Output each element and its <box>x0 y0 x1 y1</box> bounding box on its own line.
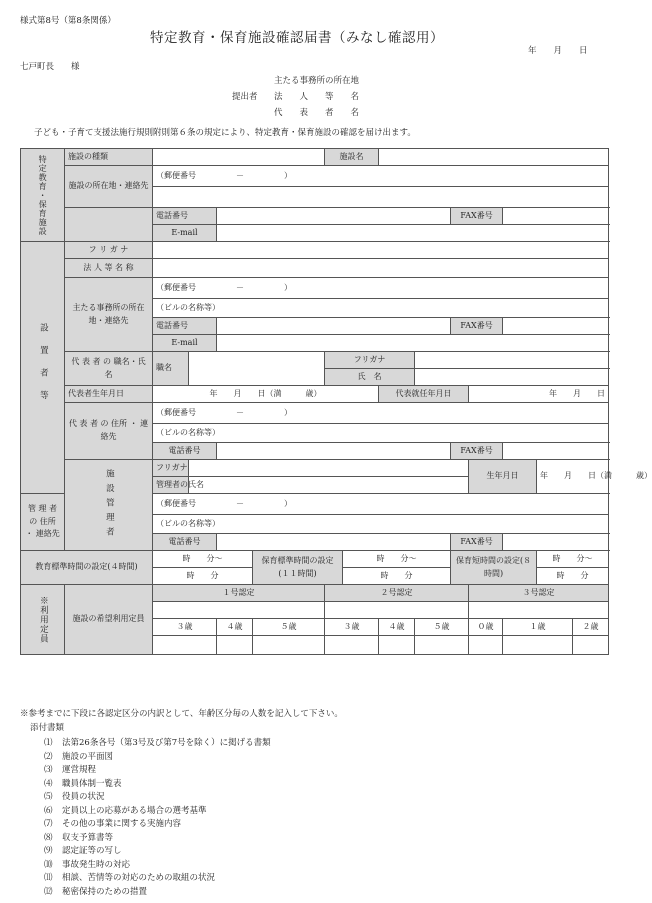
edu-hours-from[interactable]: 時 分～ <box>153 551 253 568</box>
facility-address-input[interactable] <box>153 187 609 208</box>
attachment-text: その他の事業に関する実施内容 <box>62 819 182 829</box>
operator-birth-input[interactable]: 年 月 日（満 歳） <box>153 386 379 403</box>
operator-rep-building-input[interactable]: （ビルの名称等） <box>153 424 609 443</box>
cert2-header: ２号認定 <box>325 585 469 602</box>
attachment-item <box>44 750 113 762</box>
form-number: 様式第8号（第8条関係） <box>20 16 116 26</box>
attachments-title: 添付書類 <box>30 723 65 733</box>
manager-name-label: 管理者の氏名 <box>153 477 189 494</box>
cert1-age-4-input[interactable] <box>217 636 253 655</box>
facility-email-input[interactable] <box>217 225 609 242</box>
facility-type-label: 施設の種類 <box>65 149 153 166</box>
attachment-number: ⑺ <box>44 819 53 829</box>
cert3-age-0-input[interactable] <box>469 636 503 655</box>
operator-birth-label: 代表者生年月日 <box>65 386 153 403</box>
manager-fax-input[interactable] <box>503 534 609 551</box>
attachment-number: ⑶ <box>44 765 53 775</box>
operator-rep-name-label: 氏 名 <box>325 369 415 386</box>
manager-postal-input[interactable]: （郵便番号 － ） <box>153 494 609 515</box>
attachment-text: 運営規程 <box>62 765 97 775</box>
operator-email-label: E-mail <box>153 335 217 352</box>
operator-email-input[interactable] <box>217 335 609 352</box>
operator-corp-name-input[interactable] <box>153 259 609 278</box>
page-title: 特定教育・保育施設確認届書（みなし確認用） <box>150 30 444 46</box>
operator-rep-label: 代 表 者 の 職名・氏名 <box>65 352 153 386</box>
operator-rep-name-input[interactable] <box>415 369 609 386</box>
operator-rep-furigana-label: フリガナ <box>325 352 415 369</box>
operator-furigana-label: フ リ ガ ナ <box>65 242 153 259</box>
attachment-number: ⑵ <box>44 751 53 762</box>
operator-rep-fax-label: FAX番号 <box>451 443 503 460</box>
facility-email-label: E-mail <box>153 225 217 242</box>
manager-birth-label: 生年月日 <box>469 460 537 494</box>
operator-position-input[interactable] <box>189 352 325 386</box>
attachment-item <box>44 844 122 856</box>
short-hours-from[interactable]: 時 分～ <box>537 551 609 568</box>
operator-tel-input[interactable] <box>217 318 451 335</box>
operator-corp-name-label: 法 人 等 名 称 <box>65 259 153 278</box>
attachment-text: 施設の平面図 <box>62 751 114 762</box>
edu-hours-to[interactable]: 時 分 <box>153 568 253 585</box>
facility-fax-label: FAX番号 <box>451 208 503 225</box>
attachment-item <box>44 817 181 829</box>
facility-fax-input[interactable] <box>503 208 609 225</box>
attachment-number: ⑽ <box>44 859 53 870</box>
application-form-table <box>20 148 652 655</box>
capacity-note: ※参考までに下段に各認定区分の内訳として、年齢区分毎の人数を記入して下さい。 <box>20 709 343 719</box>
operator-appointed-label: 代表就任年月日 <box>379 386 469 403</box>
cert3-age-1-input[interactable] <box>503 636 573 655</box>
attachment-number: ⑿ <box>44 886 53 897</box>
submission-date: 年 月 日 <box>528 46 588 56</box>
edu-hours-label: 教育標準時間の設定(４時間) <box>21 551 153 585</box>
operator-appointed-input[interactable]: 年 月 日 <box>469 386 609 403</box>
manager-tel-label: 電話番号 <box>153 534 217 551</box>
intro-text: 子ども・子育て支援法施行規則附則第６条の規定により、特定教育・保育施設の確認を届け出ます。 <box>34 128 416 138</box>
attachment-item <box>44 736 271 748</box>
attachment-item <box>44 831 113 843</box>
facility-name-label: 施設名 <box>325 149 379 166</box>
operator-tel-label: 電話番号 <box>153 318 217 335</box>
std-hours-label: 保育標準時間の設定(１１時間) <box>253 551 343 585</box>
capacity-label: 施設の希望利用定員 <box>65 585 153 655</box>
attachment-text: 職員体制一覧表 <box>62 778 122 789</box>
operator-rep-postal-input[interactable]: （郵便番号 － ） <box>153 403 609 424</box>
cert2-age-3: ３歳 <box>325 619 379 636</box>
manager-furigana-label: フリガナ <box>153 460 189 477</box>
manager-building-input[interactable]: （ビルの名称等） <box>153 515 609 534</box>
operator-rep-tel-input[interactable] <box>217 443 451 460</box>
manager-tel-input[interactable] <box>217 534 451 551</box>
cert2-age-5: ５歳 <box>415 619 469 636</box>
applicant-address-label: 主たる事務所の所在地 <box>274 76 360 86</box>
operator-rep-fax-input[interactable] <box>503 443 609 460</box>
attachment-number: ⑾ <box>44 873 53 883</box>
std-hours-from[interactable]: 時 分～ <box>343 551 451 568</box>
attachment-item <box>44 763 96 775</box>
cert1-age-5-input[interactable] <box>253 636 325 655</box>
attachment-text: 役員の状況 <box>62 792 105 802</box>
cert3-header: ３号認定 <box>469 585 609 602</box>
manager-fax-label: FAX番号 <box>451 534 503 551</box>
cert1-age-3: ３歳 <box>153 619 217 636</box>
operator-office-label: 主たる事務所の所在地・連絡先 <box>65 278 153 352</box>
attachment-text: 秘密保持のための措置 <box>62 886 148 897</box>
cert1-header: １号認定 <box>153 585 325 602</box>
operator-rep-tel-label: 電話番号 <box>153 443 217 460</box>
operator-furigana-input[interactable] <box>153 242 609 259</box>
attachment-item <box>44 858 130 870</box>
cert3-age-0: ０歳 <box>469 619 503 636</box>
attachment-item <box>44 777 122 789</box>
attachment-text: 認定証等の写し <box>62 846 122 856</box>
operator-fax-label: FAX番号 <box>451 318 503 335</box>
cert2-age-5-input[interactable] <box>415 636 469 655</box>
cert1-age-5: ５歳 <box>253 619 325 636</box>
manager-address-label: 管 理 者 の 住所 ・ 連絡先 <box>21 494 65 551</box>
attachment-number: ⑷ <box>44 778 53 789</box>
operator-position-label: 職名 <box>153 352 189 386</box>
short-hours-label: 保育短時間の設定(８時間) <box>451 551 537 585</box>
attachment-number: ⑹ <box>44 805 53 816</box>
applicant-rep-label: 代 表 者 名 <box>274 108 360 118</box>
cert3-age-2-input[interactable] <box>573 636 609 655</box>
attachment-item <box>44 804 207 816</box>
addressee: 七戸町長 様 <box>20 62 80 72</box>
facility-section-label: 特定教育・保育施設 <box>21 149 65 242</box>
operator-postal-input[interactable]: （郵便番号 － ） <box>153 278 609 299</box>
manager-section-label: 施設管理者 <box>65 460 153 551</box>
cert1-total-input[interactable] <box>153 602 325 619</box>
operator-rep-furigana-input[interactable] <box>415 352 609 369</box>
applicant-corp-label: 法 人 等 名 <box>274 92 360 102</box>
applicant-label: 提出者 <box>232 92 258 102</box>
attachment-item <box>44 871 215 883</box>
attachment-text: 法第26条各号（第3号及び第7号を除く）に掲げる書類 <box>62 738 271 748</box>
facility-tel-input[interactable] <box>217 208 451 225</box>
attachment-text: 収支予算書等 <box>62 832 114 843</box>
facility-contact-spacer <box>65 208 153 242</box>
cert2-age-3-input[interactable] <box>325 636 379 655</box>
attachment-item <box>44 885 147 897</box>
facility-postal-input[interactable]: （郵便番号 － ） <box>153 166 609 187</box>
cert2-total-input[interactable] <box>325 602 469 619</box>
operator-fax-input[interactable] <box>503 318 609 335</box>
manager-birth-input[interactable]: 年 月 日（満 歳） <box>537 460 609 494</box>
short-hours-to[interactable]: 時 分 <box>537 568 609 585</box>
cert1-age-3-input[interactable] <box>153 636 217 655</box>
facility-type-input[interactable] <box>153 149 325 166</box>
cert3-age-1: １歳 <box>503 619 573 636</box>
cert3-age-2: ２歳 <box>573 619 609 636</box>
manager-furigana-input[interactable] <box>189 460 469 477</box>
cert2-age-4: ４歳 <box>379 619 415 636</box>
operator-building-input[interactable]: （ビルの名称等） <box>153 299 609 318</box>
attachment-number: ⑼ <box>44 846 53 856</box>
attachment-text: 相談、苦情等の対応のための取組の状況 <box>62 873 216 883</box>
attachment-text: 事故発生時の対応 <box>62 859 131 870</box>
cert3-total-input[interactable] <box>469 602 609 619</box>
capacity-section-label: ※利用定員 <box>21 585 65 655</box>
facility-tel-label: 電話番号 <box>153 208 217 225</box>
facility-name-input[interactable] <box>379 149 609 166</box>
std-hours-to[interactable]: 時 分 <box>343 568 451 585</box>
cert2-age-4-input[interactable] <box>379 636 415 655</box>
manager-name-input[interactable] <box>189 477 469 494</box>
attachment-item <box>44 790 105 802</box>
attachment-number: ⑴ <box>44 738 53 748</box>
attachment-number: ⑸ <box>44 792 53 802</box>
facility-address-label: 施設の所在地・連絡先 <box>65 166 153 208</box>
attachment-number: ⑻ <box>44 832 53 843</box>
cert1-age-4: ４歳 <box>217 619 253 636</box>
operator-section-label: 設置者等 <box>21 242 65 494</box>
operator-rep-address-label: 代 表 者 の 住所 ・ 連絡先 <box>65 403 153 460</box>
attachment-text: 定員以上の応募がある場合の選考基準 <box>62 805 207 816</box>
